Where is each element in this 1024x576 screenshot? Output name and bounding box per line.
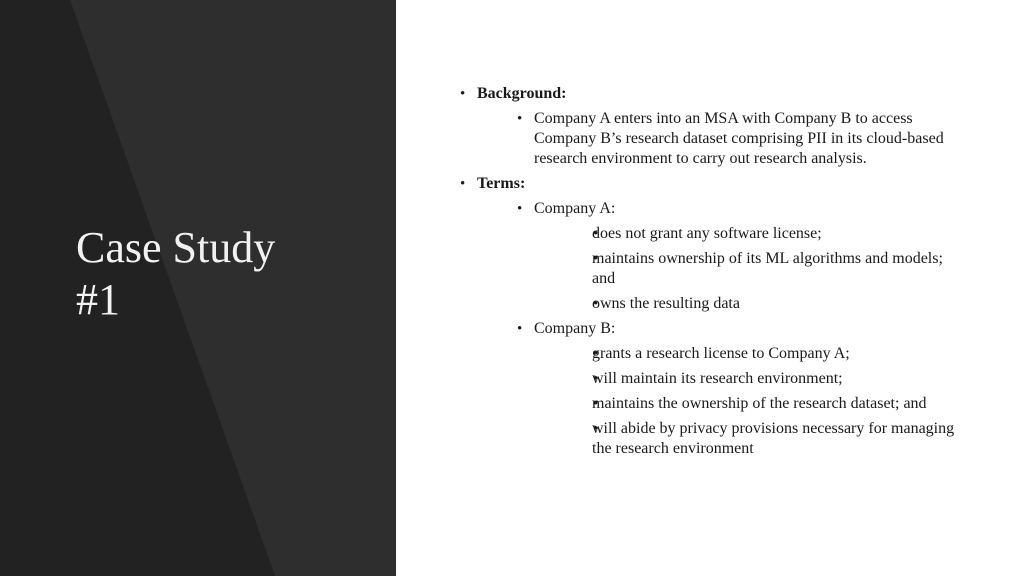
company-b-label: • Company B: — [534, 320, 616, 337]
terms-list — [477, 199, 958, 459]
list-item — [477, 109, 958, 169]
slide-title-line-1: Case Study — [76, 223, 276, 272]
list-item — [515, 344, 958, 364]
company-a-term-3: • owns the resulting data — [592, 295, 740, 312]
list-item — [515, 419, 958, 459]
company-a-list — [515, 224, 958, 314]
list-item — [515, 294, 958, 314]
company-a-term-2: • maintains ownership of its ML algorithms and models; and — [592, 250, 943, 287]
company-b-item — [477, 319, 958, 459]
title-panel — [0, 0, 396, 576]
background-heading: Background: — [477, 85, 567, 102]
company-b-term-1: • grants a research license to Company A; — [592, 345, 850, 362]
terms-section — [458, 174, 958, 459]
slide-title — [76, 222, 376, 326]
company-a-term-1: • does not grant any software license; — [592, 225, 822, 242]
company-b-term-3: • maintains the ownership of the research dataset; and — [592, 395, 927, 412]
background-section — [458, 84, 958, 169]
terms-heading: Terms: — [477, 175, 526, 192]
list-item — [515, 369, 958, 389]
company-b-term-4: • will abide by privacy provisions necessary for managing the research environment — [592, 420, 955, 457]
list-item — [515, 394, 958, 414]
company-a-item — [477, 199, 958, 314]
company-a-label: • Company A: — [534, 200, 616, 217]
company-b-term-2: • will maintain its research environment; — [592, 370, 843, 387]
company-b-list — [515, 344, 958, 459]
background-item-1: • Company A enters into an MSA with Company B to access Company B’s research dataset comprising PII in its cloud-based research environment to carry out research analysis. — [534, 110, 944, 167]
list-item — [515, 249, 958, 289]
slide-content — [458, 84, 958, 464]
top-level-list — [458, 84, 958, 459]
list-item — [515, 224, 958, 244]
slide-title-line-2: #1 — [76, 275, 120, 324]
background-list — [477, 109, 958, 169]
